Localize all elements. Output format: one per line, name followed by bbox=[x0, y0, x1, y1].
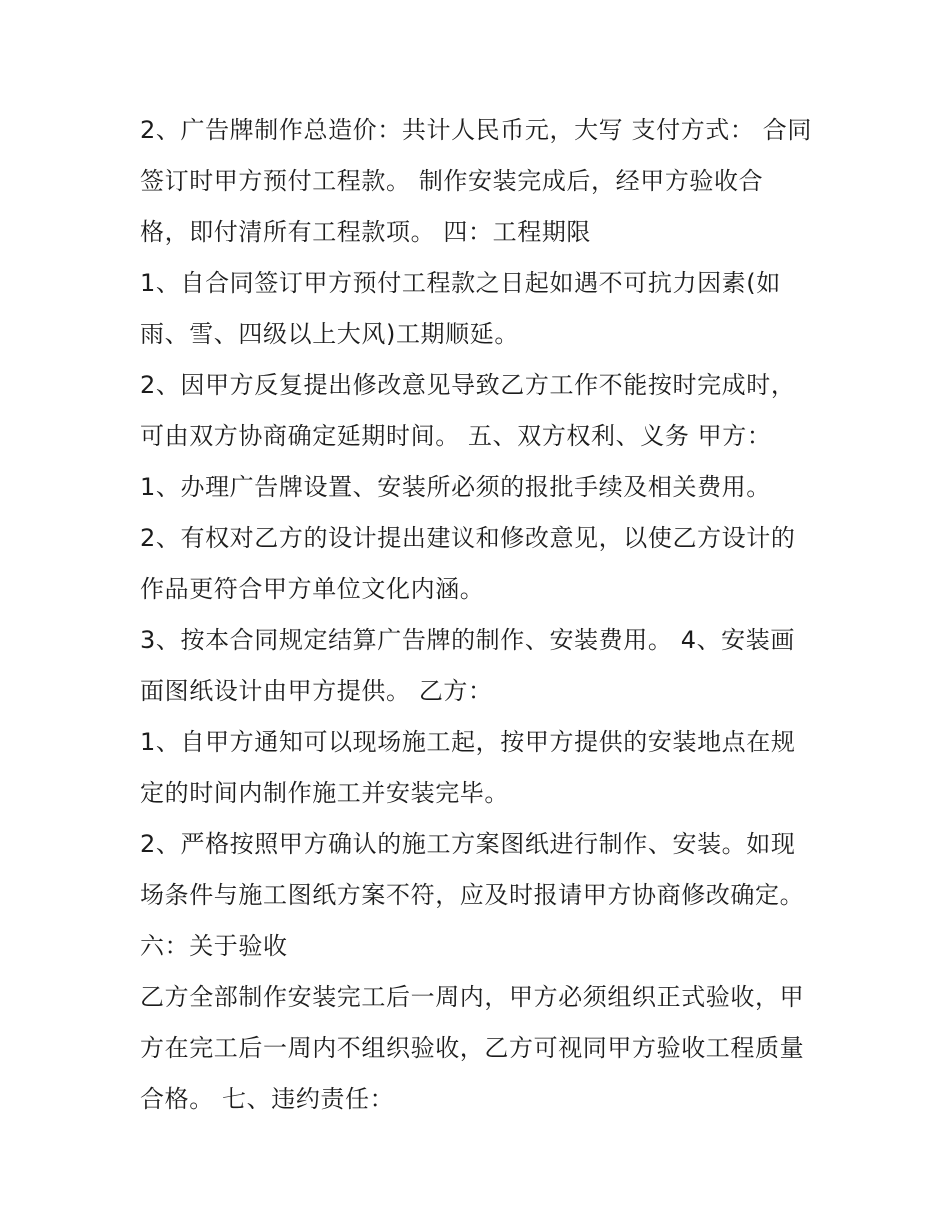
text-line: 3、按本合同规定结算广告牌的制作、安装费用。 4、安装画 bbox=[140, 626, 795, 654]
section-heading: 六：关于验收 bbox=[140, 932, 288, 960]
text-line: 方在完工后一周内不组织验收，乙方可视同甲方验收工程质量 bbox=[140, 1034, 805, 1062]
text-line: 作品更符合甲方单位文化内涵。 bbox=[140, 575, 485, 603]
text-line: 1、办理广告牌设置、安装所必须的报批手续及相关费用。 bbox=[140, 473, 771, 501]
text-line: 签订时甲方预付工程款。 制作安装完成后，经甲方验收合 bbox=[140, 167, 764, 195]
text-line: 定的时间内制作施工并安装完毕。 bbox=[140, 779, 509, 807]
text-line: 1、自甲方通知可以现场施工起，按甲方提供的安装地点在规 bbox=[140, 728, 796, 756]
text-line: 乙方全部制作安装完工后一周内，甲方必须组织正式验收，甲 bbox=[140, 983, 805, 1011]
text-line: 2、有权对乙方的设计提出建议和修改意见，以使乙方设计的 bbox=[140, 524, 796, 552]
text-line: 2、严格按照甲方确认的施工方案图纸进行制作、安装。如现 bbox=[140, 830, 796, 858]
text-line: 面图纸设计由甲方提供。 乙方： bbox=[140, 677, 493, 705]
text-line: 可由双方协商确定延期时间。 五、双方权利、义务 甲方： bbox=[140, 422, 772, 450]
text-line: 2、广告牌制作总造价：共计人民币元，大写 支付方式： 合同 bbox=[140, 116, 812, 144]
text-line: 合格。 七、违约责任： bbox=[140, 1085, 395, 1113]
text-line: 格，即付清所有工程款项。 四：工程期限 bbox=[140, 218, 592, 246]
text-line: 场条件与施工图纸方案不符，应及时报请甲方协商修改确定。 bbox=[140, 881, 805, 909]
text-line: 1、自合同签订甲方预付工程款之日起如遇不可抗力因素(如 bbox=[140, 269, 781, 297]
text-line: 2、因甲方反复提出修改意见导致乙方工作不能按时完成时， bbox=[140, 371, 796, 399]
text-line: 雨、雪、四级以上大风)工期顺延。 bbox=[140, 320, 519, 348]
